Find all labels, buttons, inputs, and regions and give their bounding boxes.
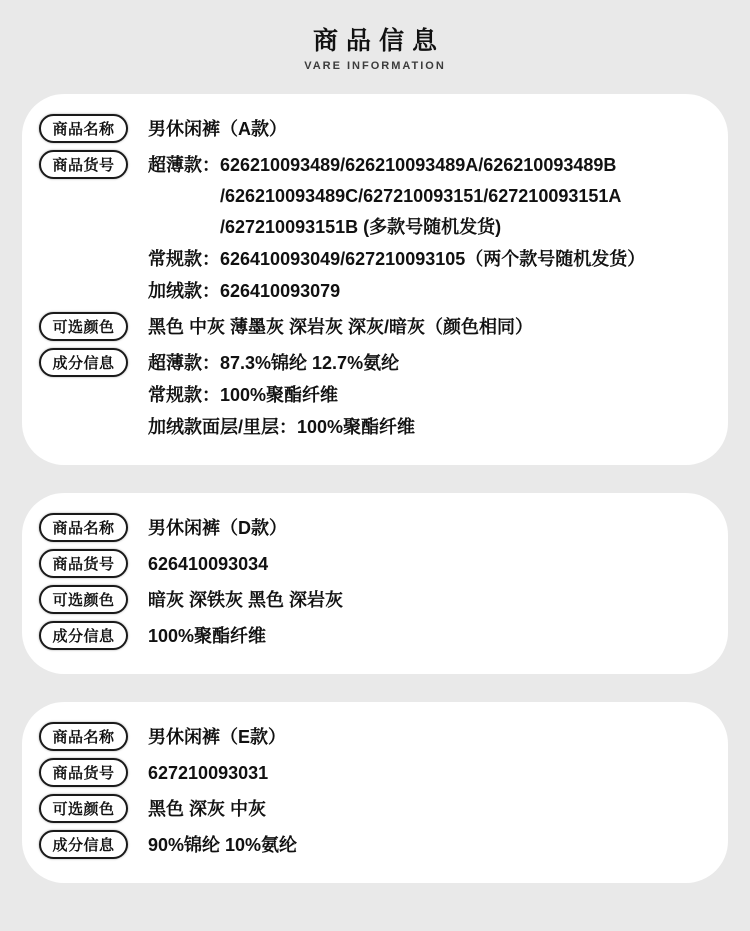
value-line: 90%锦纶 10%氨纶 [148, 835, 298, 855]
info-row [39, 830, 706, 859]
info-row [39, 348, 706, 441]
row-label-pill: 成分信息 [39, 830, 128, 859]
info-row [39, 549, 706, 578]
info-row [39, 794, 706, 823]
row-value [148, 794, 266, 823]
value-line: 男休闲裤（E款） [148, 727, 287, 747]
row-value [148, 348, 415, 441]
value-line: 男休闲裤（D款） [148, 518, 287, 538]
value-line: 暗灰 深铁灰 黑色 深岩灰 [148, 590, 344, 610]
value-line: 超薄款：87.3%锦纶 12.7%氨纶 [148, 353, 400, 373]
row-label-pill: 商品货号 [39, 549, 128, 578]
product-card [22, 702, 728, 883]
row-label-pill: 可选颜色 [39, 312, 128, 341]
value-line: 626410093034 [148, 554, 269, 574]
row-value [148, 150, 645, 305]
product-card [22, 94, 728, 465]
row-label-pill: 可选颜色 [39, 794, 128, 823]
page-subtitle: VARE INFORMATION [304, 60, 446, 72]
row-label-pill: 商品名称 [39, 114, 128, 143]
value-line: 100%聚酯纤维 [148, 626, 267, 646]
info-row [39, 513, 706, 542]
value-line: /626210093489C/627210093151/627210093151A [220, 186, 622, 206]
row-label-pill: 商品货号 [39, 150, 128, 179]
row-label-pill: 成分信息 [39, 621, 128, 650]
value-line: 常规款：100%聚酯纤维 [148, 385, 339, 405]
row-label-pill: 商品货号 [39, 758, 128, 787]
value-line: 男休闲裤（A款） [148, 119, 287, 139]
value-line: 超薄款：626210093489/626210093489A/626210093489B [148, 155, 617, 175]
page-title: 商品信息 [312, 27, 445, 55]
value-line: 黑色 中灰 薄墨灰 深岩灰 深灰/暗灰（颜色相同） [148, 317, 534, 337]
value-line: 627210093031 [148, 763, 269, 783]
product-card [22, 493, 728, 674]
value-line: 加绒款：626410093079 [148, 281, 341, 301]
row-value [148, 312, 533, 341]
value-line: 加绒款面层/里层：100%聚酯纤维 [148, 417, 416, 437]
row-value [148, 758, 268, 787]
row-label-pill: 商品名称 [39, 513, 128, 542]
row-value [148, 513, 287, 542]
row-value [148, 621, 266, 650]
value-line: 黑色 深灰 中灰 [148, 799, 267, 819]
page-header [0, 0, 750, 94]
row-value [148, 830, 297, 859]
value-line: 常规款：626410093049/627210093105（两个款号随机发货） [148, 249, 646, 269]
cards-container [22, 94, 728, 883]
info-row [39, 114, 706, 143]
info-row [39, 722, 706, 751]
row-label-pill: 成分信息 [39, 348, 128, 377]
info-row [39, 621, 706, 650]
info-row [39, 758, 706, 787]
info-row [39, 150, 706, 305]
row-value [148, 549, 268, 578]
row-label-pill: 可选颜色 [39, 585, 128, 614]
info-row [39, 312, 706, 341]
row-value [148, 585, 343, 614]
row-value [148, 114, 287, 143]
value-line: /627210093151B (多款号随机发货) [220, 217, 502, 237]
row-label-pill: 商品名称 [39, 722, 128, 751]
row-value [148, 722, 286, 751]
info-row [39, 585, 706, 614]
